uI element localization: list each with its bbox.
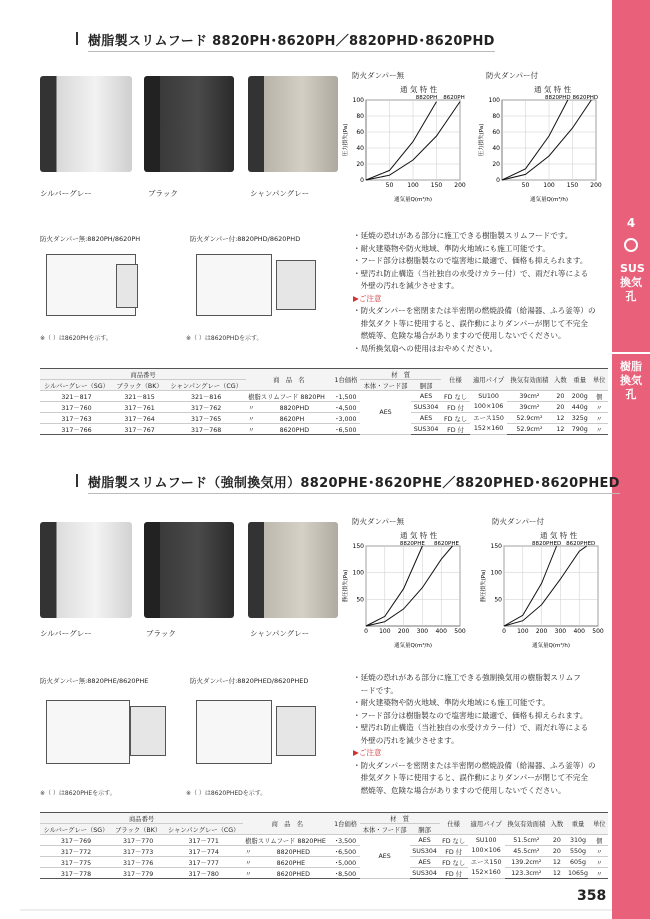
y-tick-label: 100 [352,97,364,104]
cell: 52.9cm² [507,413,551,424]
dim4-label: 防火ダンパー付:8820PHED/8620PHED [190,677,309,685]
series-label: 8820PH [415,95,438,101]
chart2-header: 防火ダンパー付 [486,71,539,80]
chapter-tab [612,0,650,919]
chart1-header: 防火ダンパー無 [352,71,405,80]
cell: 317－768 [166,424,246,435]
x-tick-label: 500 [592,628,604,635]
th-area: 換気有効面積 [505,813,549,835]
chart-2 [478,94,606,202]
cell: 139.2cm² [505,857,549,868]
x-tick-label: 0 [364,628,368,635]
dim2-note: ※（ ）は8620PHDを示す。 [186,335,263,342]
x-axis-label: 通気量Q(m³/h) [531,643,571,648]
series-label: 8620PHED [566,541,596,547]
th-unit: 単位 [590,369,608,391]
table-row [40,402,608,413]
y-axis-label: 静圧損失(Pa) [343,569,349,603]
cell: 52.9cm² [507,424,551,435]
cell: 317－771 [164,835,243,846]
cell: 〃 8620PH [246,413,332,424]
feature: ・耐火建築物や防火地域、準防火地域にも施工可能です。 [353,243,550,253]
th-bk: ブラック（BK） [112,824,164,835]
plot-frame [366,546,460,626]
caption-champagne: シャンパングレー [250,189,310,198]
caption-silver: シルバーグレー [40,189,92,198]
dim1-side-view [116,264,138,308]
y-axis-label: 圧力損失(Pa) [479,123,485,157]
cell: 317－774 [164,846,243,857]
th-price: 1台価格 [332,369,361,391]
gear-icon [624,238,638,252]
th-pipe: 適用パイプ [468,813,505,835]
series-line-8620PHED [504,546,587,626]
th-bk: ブラック（BK） [113,380,166,391]
cell: 20 [552,402,570,413]
chart3-header: 防火ダンパー無 [352,517,405,526]
x-axis-label: 通気量Q(m³/h) [529,197,569,202]
dim3-label: 防火ダンパー無:8820PHE/8620PHE [40,677,149,685]
section1-features [353,230,613,355]
dim4-side-view [276,706,316,756]
chart-svg [480,540,608,648]
cell: 〃 8620PHED [243,868,331,879]
th-name: 商 品 名 [243,813,331,835]
table-row [40,424,608,435]
y-tick-label: 0 [496,177,500,184]
page-number: 358 [577,888,607,904]
cell: AES [410,835,440,846]
th-mat: 材 質 [360,369,441,380]
cell: FD 付 [440,868,468,879]
series-line-8820PH [366,102,437,180]
th-weight: 重量 [569,369,590,391]
x-tick-label: 100 [543,182,555,189]
cell: 〃 [591,846,608,857]
feature: ードです。 [353,685,398,695]
chart-4 [480,540,608,648]
y-tick-label: 20 [356,161,364,168]
x-tick-label: 200 [397,628,410,635]
cell: 12 [548,857,565,868]
th-mat: 材 質 [360,813,440,824]
cell: 790g [569,424,590,435]
y-axis-label: 静圧損失(Pa) [481,569,487,603]
feature: 外壁の汚れを減少させます。 [353,735,459,745]
chart3-title: 通 気 特 性 [400,531,438,540]
chart-svg [478,94,606,202]
feature: ・延焼の恐れがある部分に施工できる樹脂製スリムフードです。 [353,231,573,240]
th-price: 1台価格 [332,813,360,835]
th-pipe: 適用パイプ [470,369,507,391]
product-photo-silver [40,522,132,618]
cell: 〃 8620PHD [246,424,332,435]
x-tick-label: 150 [566,182,579,189]
product-table-1 [40,368,608,435]
cell: ･3,000 [332,413,361,424]
chart-1 [342,94,470,202]
series-label: 8620PH [443,95,465,101]
cell: 317－776 [112,857,164,868]
cell-pipe-size: 152×160 [473,424,504,432]
series-line-8820PHD [502,100,568,180]
cell: 317－761 [113,402,166,413]
cell: 321－817 [40,391,113,402]
th-weight: 重量 [566,813,591,835]
y-tick-label: 40 [356,145,364,152]
dim1-label: 防火ダンパー無:8820PH/8620PH [40,235,141,243]
cell: ･6,500 [332,846,360,857]
product-table-2 [40,812,608,879]
cell: 個 [590,391,608,402]
chart1-title: 通 気 特 性 [400,85,438,94]
x-tick-label: 200 [535,628,548,635]
chapter-number: 4 [626,216,636,230]
cell: 20 [552,391,570,402]
cell: ･5,000 [332,857,360,868]
dim2-label: 防火ダンパー付:8820PHD/8620PHD [190,235,301,243]
x-tick-label: 400 [573,628,585,635]
x-tick-label: 300 [416,628,429,635]
cell: 45.5cm² [505,846,549,857]
cell-pipe: SU100 [475,836,497,844]
cell-body-material: AES [360,835,410,879]
x-tick-label: 100 [407,182,419,189]
series-label: 8820PHED [532,541,562,547]
product-photo-black [144,522,234,618]
tab-divider [612,352,650,354]
feature: 外壁の汚れを減少させます。 [353,281,459,290]
th-qty: 入数 [548,813,565,835]
caption-black: ブラック [148,189,178,198]
cell: 51.5cm² [505,835,549,846]
cell: 1065g [566,868,591,879]
caution: ・防火ダンパーを密閉または半密閉の燃焼設備（給湯器、ふろ釜等）の [353,760,596,770]
dim3-note: ※（ ）は8620PHEを示す。 [40,790,116,797]
th-spec: 仕様 [440,813,468,835]
chart-svg [342,94,470,202]
dim4-front-view [196,700,272,764]
cell: 〃 [591,868,608,879]
cell: 321－816 [166,391,246,402]
cell-body-material: AES [360,391,411,435]
y-tick-label: 150 [490,543,502,550]
x-tick-label: 400 [435,628,447,635]
cell: 〃 [590,402,608,413]
caption-silver: シルバーグレー [40,629,92,638]
feature: ・フード部分は樹脂製なので塩害地に最適で、価格も抑えられます。 [353,256,588,265]
table-row [40,391,608,402]
cell: ･8,500 [332,868,360,879]
feature: ・耐火建築物や防火地域、準防火地域にも施工可能です。 [353,698,550,707]
cell: 12 [552,424,570,435]
feature: ・フード部分は樹脂製なので塩害地に最適で、価格も抑えられます。 [353,710,588,720]
x-axis-label: 通気量Q(m³/h) [393,197,433,202]
cell: 325g [569,413,590,424]
chart2-title: 通 気 特 性 [534,85,572,94]
feature: ・壁汚れ防止構造（当社独自の水受けカラー付）で、雨だれ等による [353,268,589,278]
y-tick-label: 50 [356,596,364,604]
th-cg: シャンパングレー（CG） [166,380,246,391]
chart4-header: 防火ダンパー付 [492,517,545,526]
y-tick-label: 50 [494,596,502,604]
cell: 39cm² [507,402,551,413]
cell: 317－780 [164,868,243,879]
section2-title: 樹脂製スリムフード（強制換気用）8820PHE･8620PHE／8820PHED･8620PHED [88,472,620,491]
cell: FD なし [441,391,470,402]
y-axis-label: 圧力損失(Pa) [343,123,349,157]
y-tick-label: 0 [360,177,364,184]
product-photo-champagne [248,76,338,172]
th-sg: シルバーグレー（SG） [40,824,112,835]
feature: ・延焼の恐れがある部分に施工できる強制換気用の樹脂製スリムフ [353,673,581,682]
cell: SUS304 [410,846,440,857]
th-name: 商 品 名 [246,369,332,391]
cell: FD なし [440,835,468,846]
cell: 317－779 [112,868,164,879]
chart4-title: 通 気 特 性 [540,531,578,540]
caution: ・局所換気扇への使用はおやめください。 [353,343,498,353]
chart-3 [342,540,470,648]
th-qty: 入数 [552,369,570,391]
x-tick-label: 150 [430,182,443,189]
th-code: 商品番号 [40,813,243,824]
cell: AES [411,391,441,402]
caution: 排気ダクト等に使用すると、誤作動によりダンパーが閉じて不完全 [353,318,588,328]
y-tick-label: 100 [490,569,502,577]
caution: 排気ダクト等に使用すると、誤作動によりダンパーが閉じて不完全 [353,773,588,782]
cell: 317－772 [40,846,112,857]
th-body: 本体・フード部 [360,380,411,391]
cell: SUS304 [411,402,441,413]
cell: 317－777 [164,857,243,868]
cell: 317－775 [40,857,112,868]
cell: FD 付 [441,402,470,413]
caption-champagne: シャンパングレー [250,629,310,638]
th-body: 本体・フード部 [360,824,410,835]
x-tick-label: 50 [385,182,394,189]
cell: 〃 8820PHD [246,402,332,413]
series-label: 8620PHD [572,95,599,101]
cell: 200g [569,391,590,402]
x-tick-label: 200 [590,182,602,189]
cell: 317－769 [40,835,112,846]
y-tick-label: 80 [492,113,500,120]
cell: 〃 8820PHED [243,846,331,857]
cell: 317－760 [40,402,113,413]
dim3-front-view [46,700,130,764]
cell-pipe: SU100 [478,392,499,400]
cell: 〃 [591,857,608,868]
caution: ・防火ダンパーを密閉または半密閉の燃焼設備（給湯器、ふろ釜等）の [353,306,596,315]
series-label: 8620PHE [434,541,459,547]
cell: 樹脂スリムフード 8820PHE [243,835,331,846]
cell: ･3,500 [332,835,360,846]
chart-svg [342,540,470,648]
cell: 321－815 [113,391,166,402]
th-code: 商品番号 [40,369,246,380]
feature: ・壁汚れ防止構造（当社独自の水受けカラー付）で、雨だれ等による [353,723,589,732]
dim1-note: ※（ ）は8620PHを示す。 [40,335,112,342]
cell: ･1,500 [332,391,361,402]
plot-frame [504,546,598,626]
y-tick-label: 20 [492,161,500,168]
tab-resin[interactable]: 樹脂換気孔 [620,360,642,401]
dim2-front-view [196,254,272,316]
th-area: 換気有効面積 [507,369,551,391]
cell: 12 [552,413,570,424]
cell: 20 [548,846,565,857]
cell: 123.3cm² [505,868,549,879]
table-row [40,868,608,879]
th-mat2: 胴部 [411,380,441,391]
dim4-note: ※（ ）は8620PHEDを示す。 [186,790,267,797]
product-photo-champagne [248,522,338,618]
table-row [40,413,608,424]
th-mat2: 胴部 [410,824,440,835]
cell: 317－767 [113,424,166,435]
cell: ･4,500 [332,402,361,413]
cell: 440g [569,402,590,413]
y-tick-label: 60 [356,129,364,136]
cell: 317－765 [166,413,246,424]
x-tick-label: 0 [502,628,506,635]
x-tick-label: 300 [554,628,567,635]
cell-pipe-size: 100×106 [473,402,504,410]
cell: 317－773 [112,846,164,857]
x-axis-label: 通気量Q(m³/h) [393,643,433,648]
table-row [40,835,608,846]
th-spec: 仕様 [441,369,470,391]
cell: 317－762 [166,402,246,413]
product-photo-silver [40,76,132,172]
y-tick-label: 40 [492,145,500,152]
y-tick-label: 150 [352,543,364,550]
series-line-8820PHE [366,546,422,626]
caption-black: ブラック [146,629,176,638]
product-photo-black [144,76,234,172]
cell: AES [411,413,441,424]
cell: 〃 [590,424,608,435]
x-tick-label: 100 [517,628,529,635]
cell: 樹脂スリムフード 8820PH [246,391,332,402]
series-label: 8820PHE [399,541,425,547]
cell: 39cm² [507,391,551,402]
caution: 燃焼等、危険な場合がありますので使用しないでください。 [353,785,566,795]
cell-pipe: エース150 [473,414,504,422]
caution: 燃焼等、危険な場合がありますので使用しないでください。 [353,331,566,340]
y-tick-label: 100 [488,97,500,104]
cell: 550g [566,846,591,857]
cell: 310g [566,835,591,846]
cell-pipe-size: 100×106 [471,846,501,854]
series-label: 8820PHD [544,95,571,101]
cell: FD 付 [441,424,470,435]
cell: 〃 [590,413,608,424]
cell: FD なし [440,857,468,868]
table-row [40,857,608,868]
x-tick-label: 500 [454,628,466,635]
caution-heading: ▶ ご注意 [353,747,613,760]
tab-sus[interactable]: SUS換気孔 [620,262,645,303]
caution-heading: ▶ ご注意 [353,293,613,306]
x-tick-label: 50 [521,182,530,189]
series-line-8620PHE [366,546,453,626]
cell: 個 [591,835,608,846]
cell: 317－764 [113,413,166,424]
cell: ･6,500 [332,424,361,435]
cell-pipe-size: 152×160 [471,868,501,876]
footer-bar [20,909,612,911]
section2-features [353,672,613,797]
cell: AES [410,857,440,868]
cell: 12 [548,868,565,879]
cell: SUS304 [410,868,440,879]
cell: 317－770 [112,835,164,846]
cell: 317－766 [40,424,113,435]
x-tick-label: 200 [454,182,466,189]
x-tick-label: 100 [379,628,391,635]
y-tick-label: 100 [352,569,364,577]
dim3-side-view [130,706,166,756]
dim2-side-view [276,260,316,310]
th-cg: シャンパングレー（CG） [164,824,243,835]
section1-title: 樹脂製スリムフード 8820PH･8620PH／8820PHD･8620PHD [88,30,495,49]
cell: FD 付 [440,846,468,857]
y-tick-label: 60 [492,129,500,136]
cell: 20 [548,835,565,846]
cell: 317－763 [40,413,113,424]
th-sg: シルバーグレー（SG） [40,380,113,391]
y-tick-label: 80 [356,113,364,120]
cell: 317－778 [40,868,112,879]
cell: FD なし [441,413,470,424]
cell: 605g [566,857,591,868]
table-row [40,846,608,857]
cell: 〃 8620PHE [243,857,331,868]
cell-pipe: エース150 [470,858,502,866]
cell: SUS304 [411,424,441,435]
th-unit: 単位 [591,813,608,835]
